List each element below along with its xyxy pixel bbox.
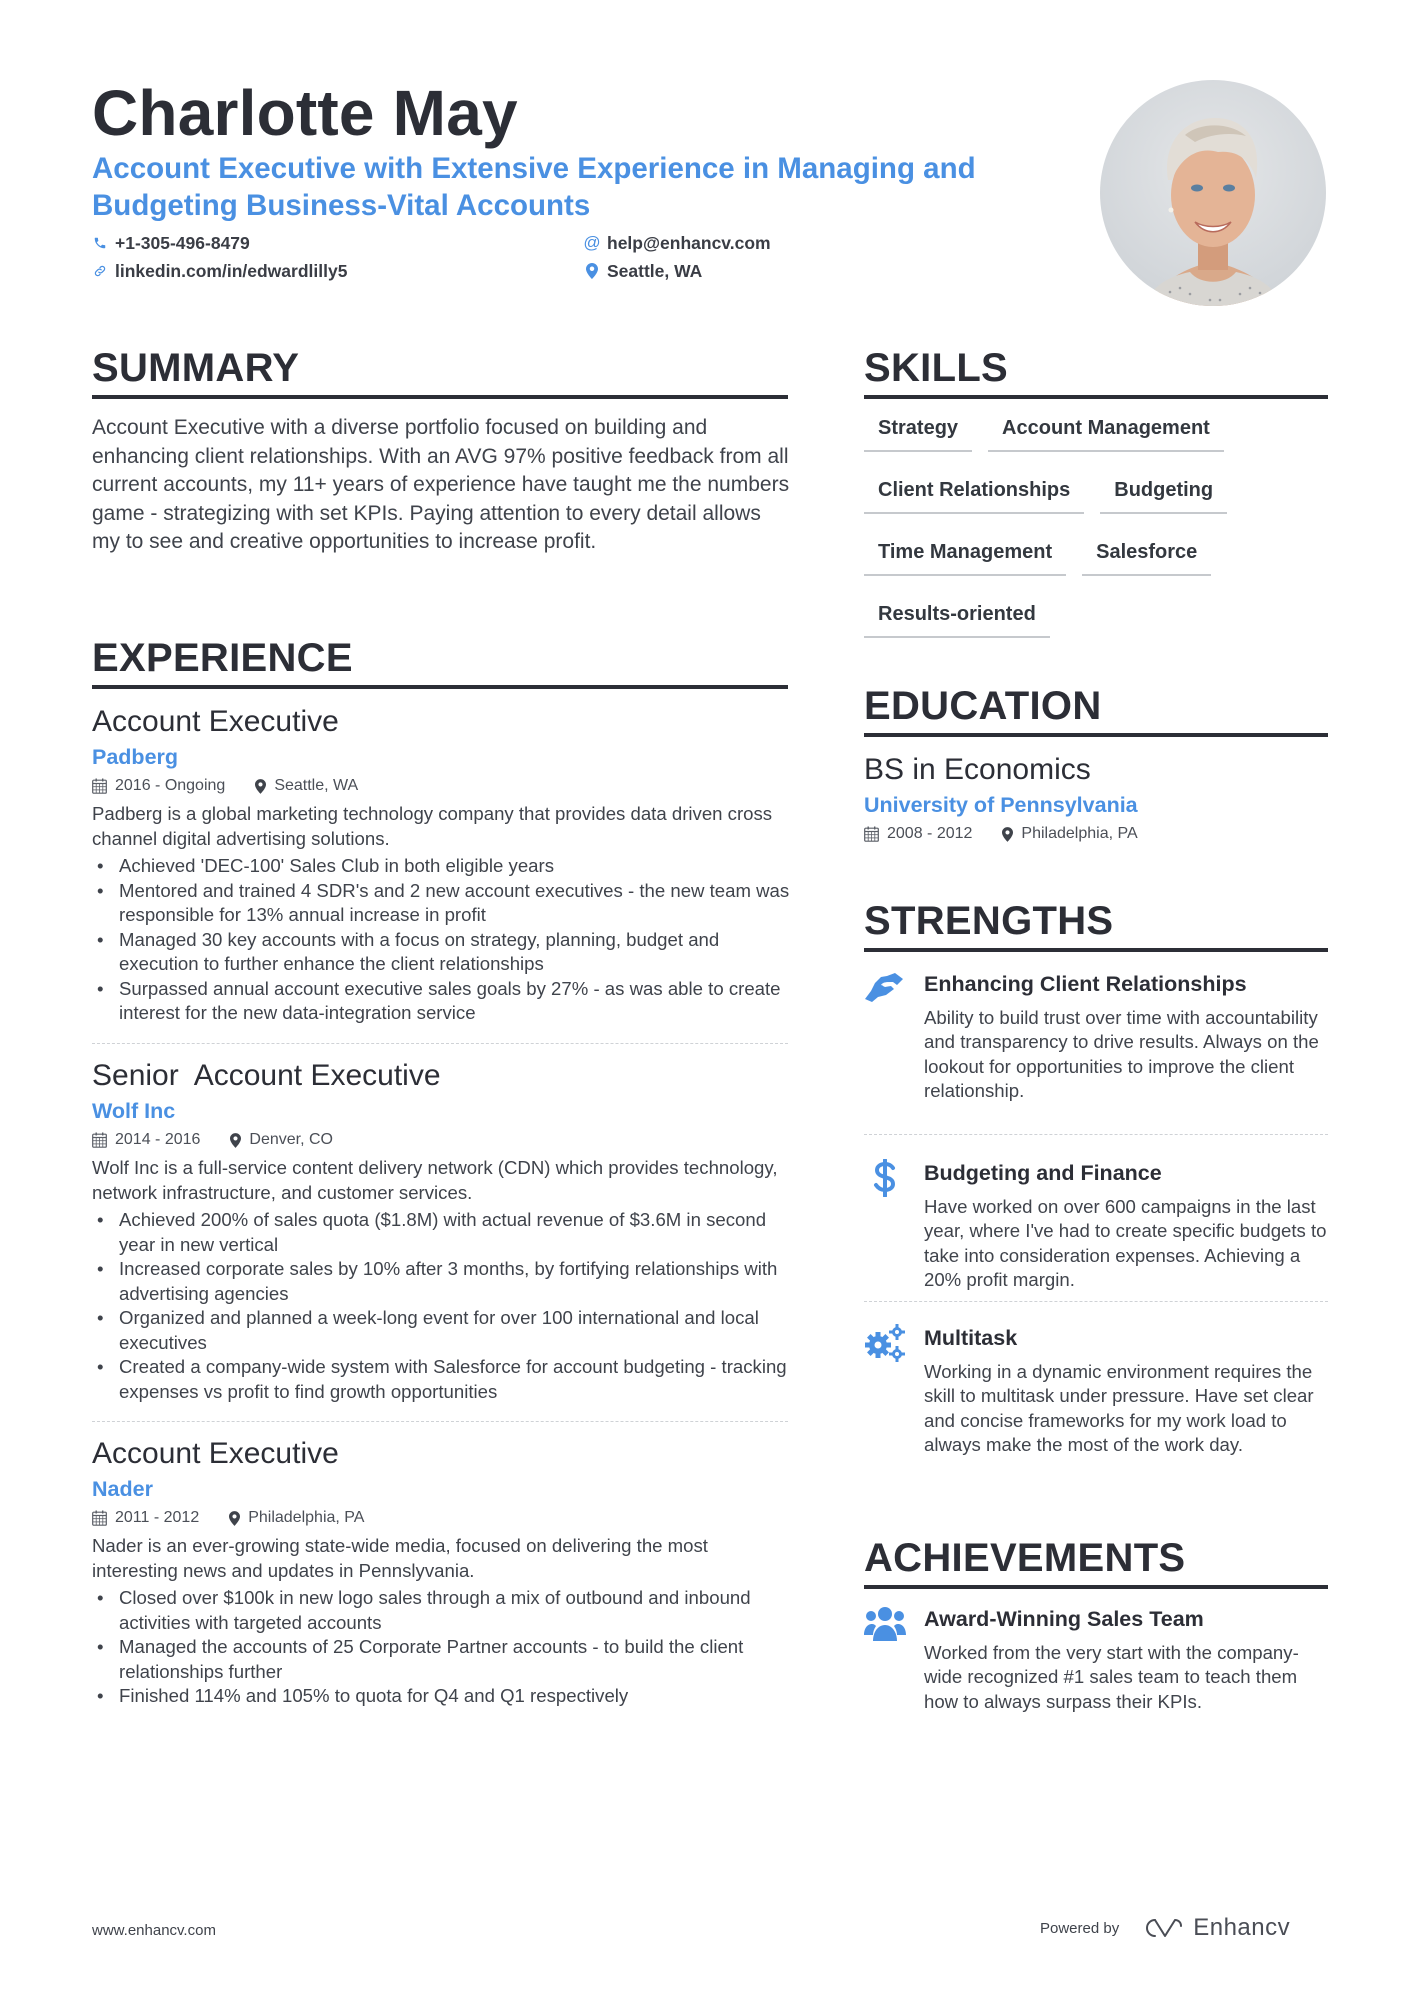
strength-item (864, 1157, 1328, 1290)
section-title-skills: SKILLS (864, 346, 1009, 390)
location-text: Seattle, WA (607, 261, 703, 281)
strength-title: Enhancing Client Relationships (924, 972, 1247, 996)
education-location: Philadelphia, PA (1021, 825, 1138, 842)
summary-text: Account Executive with a diverse portfolio focused on building and enhancing client relationships. With an AVG 97% positive feedback from all current accounts, my 11+ years of experience have taught me the numbers game - strategizing with set KPIs. Paying attention to every detail allows my to see and creative opportunities to increase profit. (92, 416, 790, 553)
calendar-icon (92, 778, 107, 794)
company-name: Wolf Inc (92, 1099, 176, 1123)
section-title-summary: SUMMARY (92, 346, 300, 390)
map-pin-icon (230, 1133, 241, 1148)
link-icon (92, 263, 108, 279)
list-item: • Finished 114% and 105% to quota for Q4 and Q1 respectively (92, 1684, 792, 1709)
entry-divider (864, 1134, 1328, 1135)
job-title: Account Executive (92, 705, 339, 738)
calendar-icon (92, 1132, 107, 1148)
job-title: Senior Account Executive (92, 1059, 441, 1092)
skill-tag: Time Management (864, 536, 1066, 576)
skill-tag: Client Relationships (864, 474, 1084, 514)
strength-description: Working in a dynamic environment requires the skill to multitask under pressure. Have set clear and concise frameworks for my work load to always make the most of the work day. (924, 1361, 1314, 1455)
calendar-icon (92, 1510, 107, 1526)
candidate-name: Charlotte May (92, 77, 518, 149)
job-meta (92, 775, 792, 797)
list-item: • Managed 30 key accounts with a focus on strategy, planning, budget and execution to further enhance the client relationships (92, 928, 792, 977)
strength-title: Multitask (924, 1326, 1018, 1350)
contact-location (584, 259, 702, 283)
job-dates: 2014 - 2016 (115, 1131, 201, 1148)
education-dates: 2008 - 2012 (887, 825, 973, 842)
skill-tag: Strategy (864, 412, 972, 452)
list-item: • Managed the accounts of 25 Corporate Partner accounts - to build the client relationships further (92, 1635, 792, 1684)
achievement-list (92, 854, 792, 1026)
at-icon: @ (583, 233, 601, 252)
strength-title: Budgeting and Finance (924, 1161, 1162, 1185)
achievement-list (92, 1208, 792, 1404)
skill-tag: Results-oriented (864, 598, 1050, 638)
job-location: Philadelphia, PA (248, 1509, 365, 1526)
company-name: Nader (92, 1477, 153, 1501)
map-pin-icon (229, 1511, 240, 1526)
job-meta (92, 1507, 792, 1529)
achievement-description: Worked from the very start with the company-wide recognized #1 sales team to teach them how to always surpass their KPIs. (924, 1642, 1299, 1712)
achievement-item (864, 1603, 1328, 1733)
candidate-headline: Account Executive with Extensive Experience in Managing and Budgeting Business-Vital Accounts (92, 152, 976, 222)
list-item: • Organized and planned a week-long event for over 100 international and local executives (92, 1306, 792, 1355)
map-pin-icon (1002, 827, 1013, 842)
map-pin-icon (255, 779, 266, 794)
entry-divider (92, 1421, 788, 1422)
section-rule (864, 1585, 1328, 1589)
strength-description: Ability to build trust over time with accountability and transparency to drive results. Always on the lookout for opportunities to improve the client relationship. (924, 1007, 1319, 1101)
strength-item (864, 1322, 1328, 1482)
section-rule (864, 395, 1328, 399)
section-rule (92, 685, 788, 689)
section-rule (92, 395, 788, 399)
users-icon (864, 1603, 906, 1645)
enhancv-logo (1141, 1914, 1290, 1942)
list-item: • Achieved 'DEC-100' Sales Club in both eligible years (92, 854, 792, 879)
contact-email[interactable] (584, 231, 771, 255)
contact-phone[interactable] (92, 231, 250, 255)
contact-linkedin[interactable] (92, 259, 347, 283)
list-item: • Surpassed annual account executive sales goals by 27% - as was able to create interest for the new data-integration service (92, 977, 792, 1026)
list-item: • Increased corporate sales by 10% after 3 months, by fortifying relationships with advertising agencies (92, 1257, 792, 1306)
dollar-icon (864, 1157, 906, 1199)
skill-tag: Account Management (988, 412, 1224, 452)
skills-list (864, 412, 1334, 638)
section-title-strengths: STRENGTHS (864, 899, 1114, 943)
section-rule (864, 733, 1328, 737)
section-title-achievements: ACHIEVEMENTS (864, 1536, 1186, 1580)
company-description: Wolf Inc is a full-service content delivery network (CDN) which provides technology, network infrastructure, and customer services. (92, 1157, 778, 1203)
entry-divider (92, 1043, 788, 1044)
section-title-education: EDUCATION (864, 684, 1102, 728)
skill-tag: Budgeting (1100, 474, 1227, 514)
school-name: University of Pennsylvania (864, 793, 1138, 817)
profile-photo (1100, 80, 1326, 306)
calendar-icon (864, 826, 879, 842)
enhancv-logo-icon (1141, 1916, 1185, 1940)
company-description: Padberg is a global marketing technology company that provides data driven cross channel digital advertising solutions. (92, 803, 773, 849)
handshake-icon (864, 968, 906, 1010)
phone-icon (92, 235, 108, 251)
company-name: Padberg (92, 745, 179, 769)
footer-website-link[interactable]: www.enhancv.com (92, 1922, 216, 1939)
experience-entry (92, 704, 792, 1026)
job-location: Seattle, WA (274, 777, 359, 794)
map-pin-icon (584, 263, 600, 279)
section-rule (864, 948, 1328, 952)
job-meta (92, 1129, 792, 1151)
education-entry (864, 752, 1328, 845)
degree-title: BS in Economics (864, 753, 1091, 786)
list-item: • Mentored and trained 4 SDR's and 2 new account executives - the new team was responsible for 13% annual increase in profit (92, 879, 792, 928)
section-title-experience: EXPERIENCE (92, 636, 353, 680)
education-meta (864, 823, 1328, 845)
company-description: Nader is an ever-growing state-wide media, focused on delivering the most interesting news and updates in Pennslyvania. (92, 1535, 708, 1581)
job-dates: 2016 - Ongoing (115, 777, 226, 794)
list-item: • Closed over $100k in new logo sales through a mix of outbound and inbound activities with targeted accounts (92, 1586, 792, 1635)
experience-entry (92, 1058, 792, 1404)
brand-name: Enhancv (1193, 1914, 1291, 1941)
job-title: Account Executive (92, 1437, 339, 1470)
experience-entry (92, 1436, 792, 1709)
phone-number: +1-305-496-8479 (115, 233, 250, 253)
linkedin-url: linkedin.com/in/edwardlilly5 (115, 261, 348, 281)
footer-powered-by[interactable] (1040, 1914, 1290, 1942)
powered-by-label: Powered by (1040, 1919, 1120, 1937)
achievement-list (92, 1586, 792, 1709)
email-address: help@enhancv.com (607, 233, 771, 253)
entry-divider (864, 1301, 1328, 1302)
gears-icon (864, 1322, 906, 1364)
list-item: • Achieved 200% of sales quota ($1.8M) with actual revenue of $3.6M in second year in new vertical (92, 1208, 792, 1257)
job-location: Denver, CO (249, 1131, 333, 1148)
skill-tag: Salesforce (1082, 536, 1211, 576)
job-dates: 2011 - 2012 (115, 1509, 200, 1526)
achievement-title: Award-Winning Sales Team (924, 1607, 1204, 1631)
strength-description: Have worked on over 600 campaigns in the last year, where I've had to create specific budgets to take into consideration expenses. Achieving a 20% profit margin. (924, 1196, 1327, 1290)
strength-item (864, 968, 1328, 1118)
list-item: • Created a company-wide system with Salesforce for account budgeting - tracking expenses vs profit to find growth opportunities (92, 1355, 792, 1404)
